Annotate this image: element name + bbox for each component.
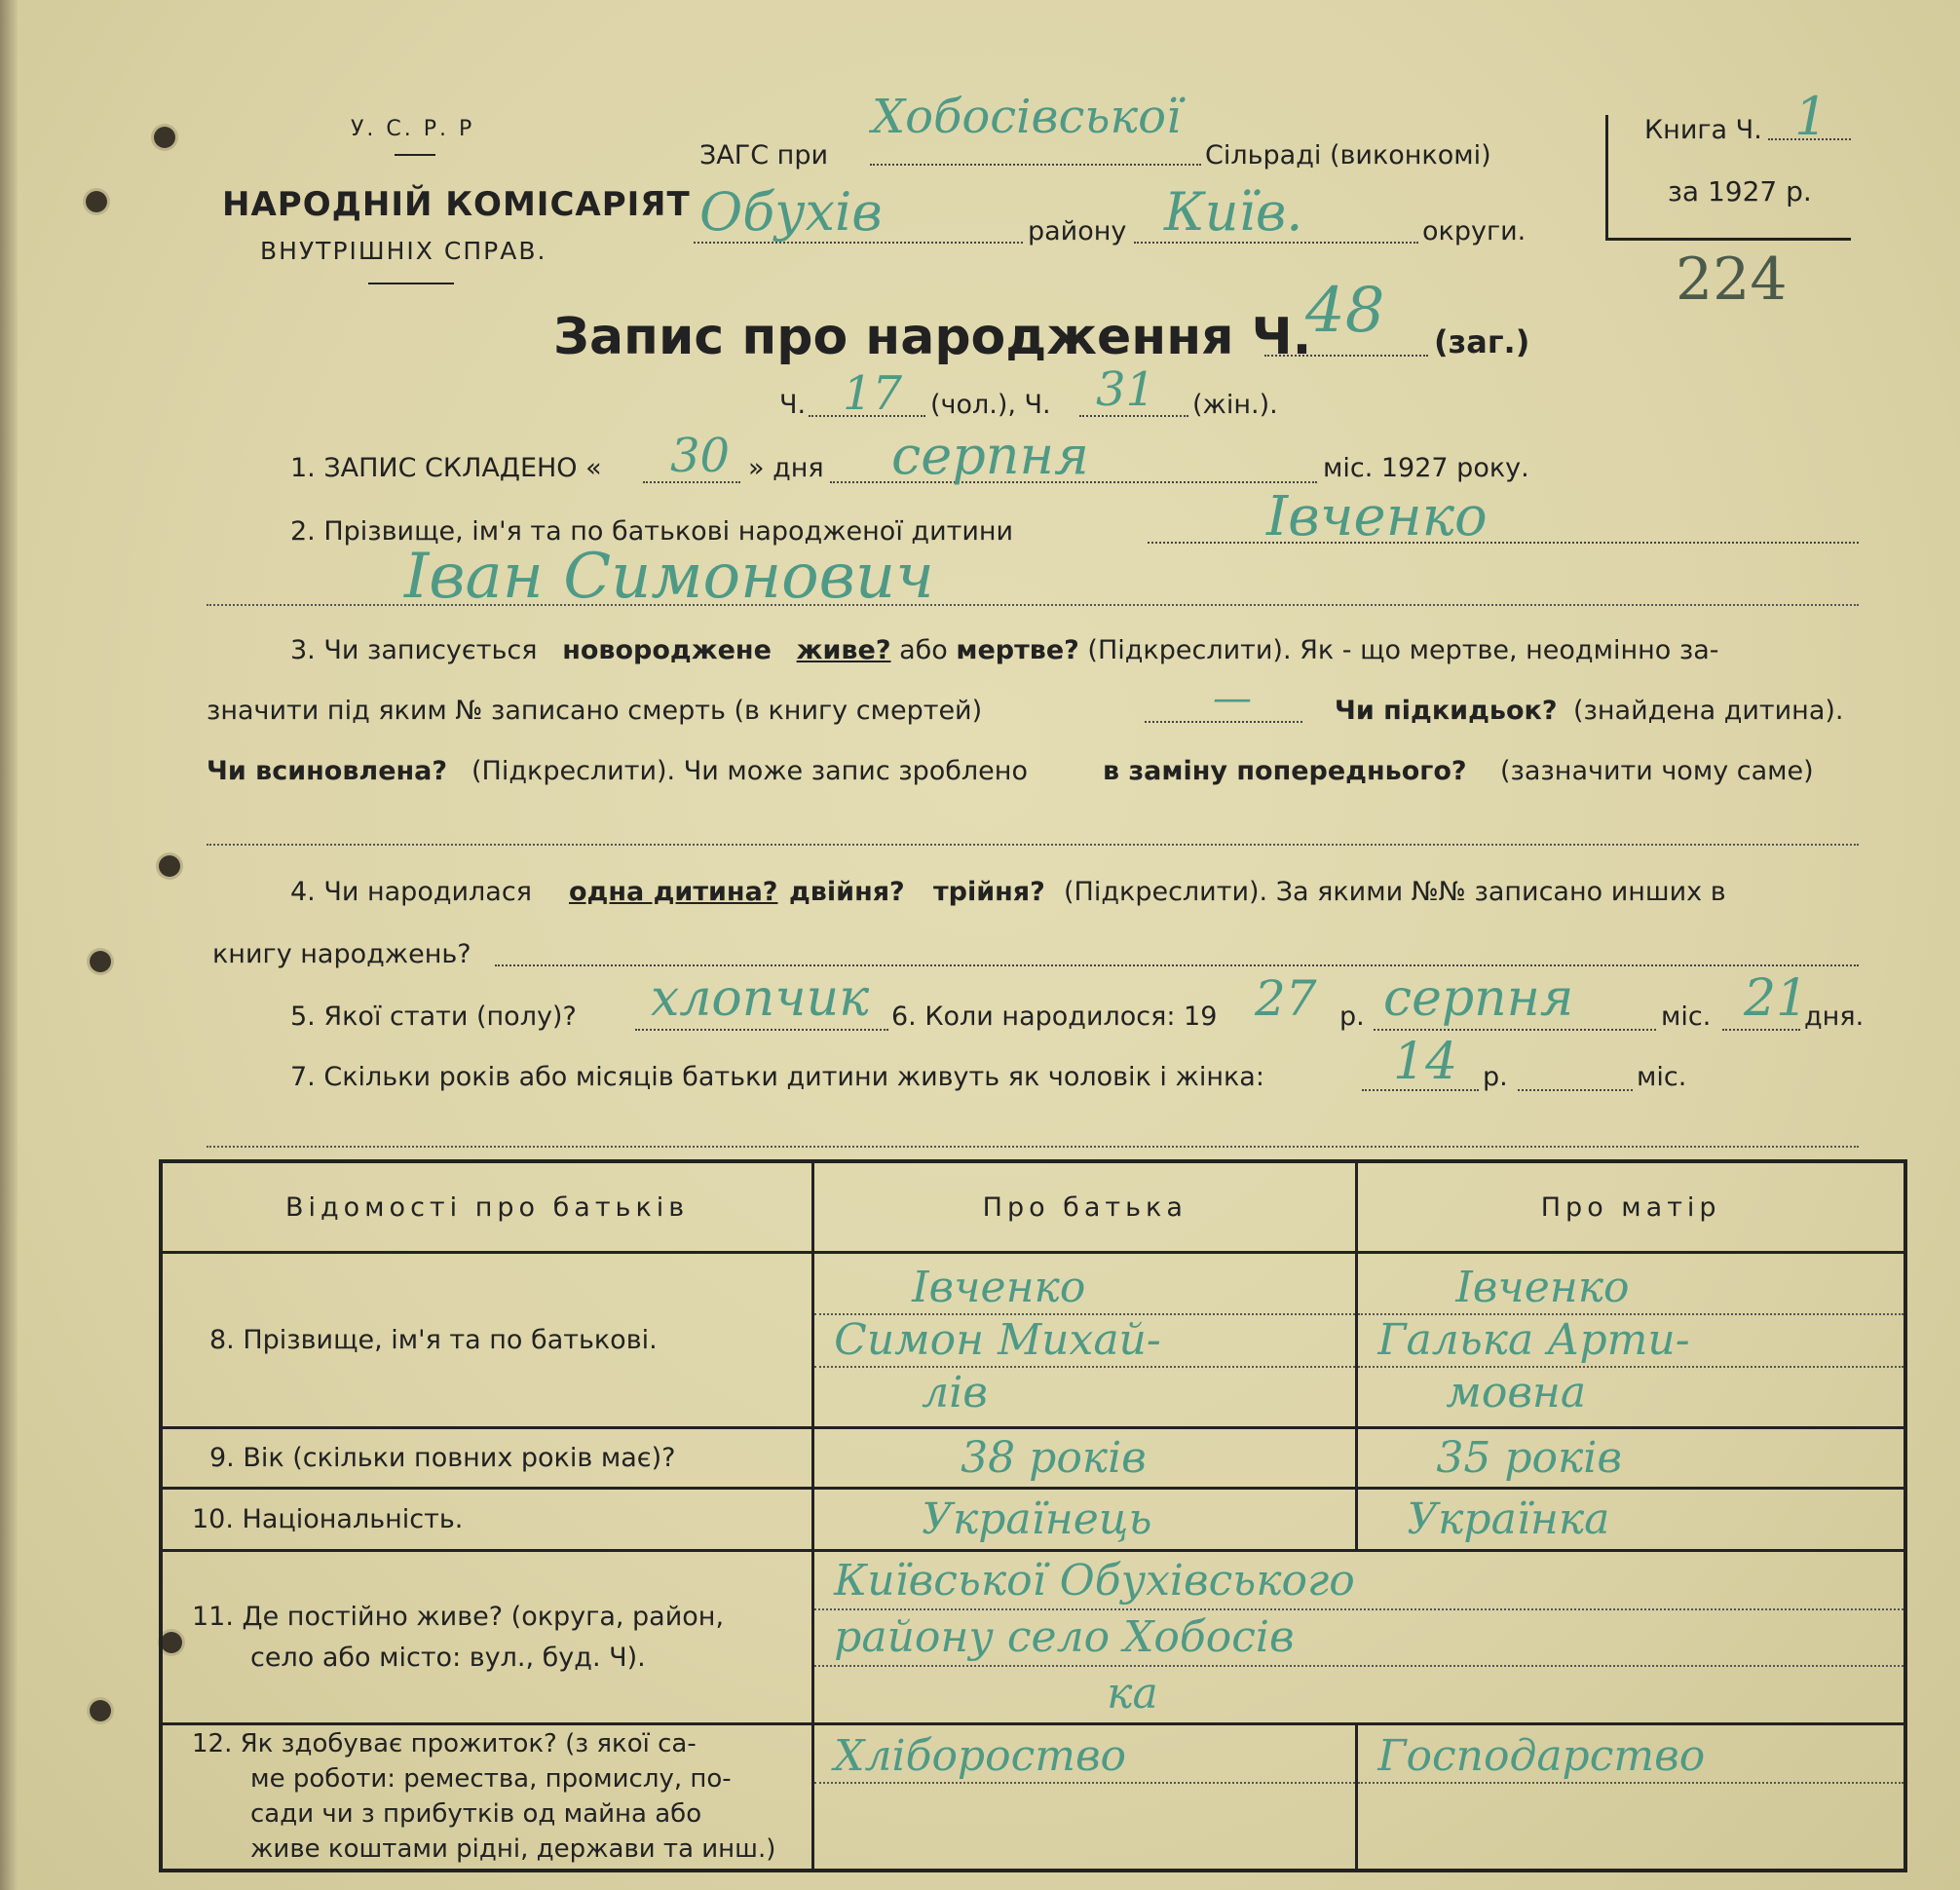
- years-together-handwritten: 14: [1393, 1033, 1458, 1091]
- mother-occupation-cell: Господарство: [1357, 1724, 1905, 1871]
- birth-year-handwritten: 27: [1255, 970, 1317, 1027]
- item7-month-label: міс.: [1637, 1062, 1687, 1092]
- row-label: 8. Прізвище, ім'я та по батькові.: [161, 1253, 813, 1428]
- record-number-handwritten: 48: [1305, 275, 1385, 347]
- column-header: Про матір: [1357, 1161, 1905, 1253]
- table-row: [161, 1551, 1905, 1724]
- punch-hole: [90, 1700, 111, 1721]
- sub-ch-label: Ч.: [779, 390, 807, 420]
- adopted-question: Чи всиновлена?: [207, 756, 448, 786]
- village-handwritten: Хобосівської: [872, 90, 1182, 144]
- item5-text: 5. Якої стати (полу)?: [290, 1002, 577, 1032]
- child-name-handwritten: Іван Симонович: [404, 541, 934, 613]
- column-header: Про батька: [813, 1161, 1357, 1253]
- table-row: [161, 1253, 1905, 1428]
- dotted-line: [870, 164, 1201, 166]
- item6-day-label: дня.: [1804, 1002, 1865, 1032]
- day-handwritten: 30: [670, 429, 731, 483]
- punch-hole: [90, 951, 111, 972]
- dotted-line: [1518, 1089, 1633, 1091]
- row-label: 12. Як здобуває прожиток? (з якої са- ме роботи: ремества, промислу, по- сади чи з прибутків од майна або живе коштами рідні, держави та инш.): [161, 1724, 813, 1871]
- book-year: за 1927 р.: [1668, 175, 1812, 208]
- book-box-bottom: [1605, 238, 1851, 241]
- item3-line2: значити під яким № записано смерть (в книгу смертей): [207, 696, 983, 726]
- death-number-handwritten: —: [1213, 676, 1252, 721]
- punch-hole: [159, 855, 180, 877]
- mother-name-cell: Івченко Галька Арти- мовна: [1357, 1253, 1905, 1428]
- replacement-note: (зазначити чому саме): [1500, 756, 1814, 786]
- month-handwritten: серпня: [891, 425, 1089, 486]
- row-label: 9. Вік (скільки повних років має)?: [161, 1428, 813, 1489]
- parents-table: [159, 1159, 1907, 1872]
- mother-age-cell: 35 років: [1357, 1428, 1905, 1489]
- sheet-number-handwritten: 224: [1676, 246, 1788, 314]
- row-label: 10. Національність.: [161, 1489, 813, 1551]
- column-header: Відомості про батьків: [161, 1161, 813, 1253]
- female-number-handwritten: 31: [1096, 362, 1156, 417]
- item7-year-label: р.: [1483, 1062, 1508, 1092]
- record-suffix: (заг.): [1434, 323, 1530, 360]
- item6-year-label: р.: [1339, 1002, 1365, 1032]
- item1-year-label: міс. 1927 року.: [1323, 453, 1529, 483]
- item3-line1: 3. Чи записується новороджене живе? або мертве? (Підкреслити). Як - що мертве, неодмінно за-: [290, 635, 1719, 665]
- divider: [395, 154, 435, 156]
- book-label: Книга Ч.: [1644, 115, 1762, 145]
- item6-month-label: міс.: [1661, 1002, 1712, 1032]
- department-title: ВНУТРІШНІХ СПРАВ.: [260, 237, 547, 265]
- punch-hole: [154, 127, 175, 148]
- option-twins: двійня?: [789, 877, 905, 907]
- male-number-handwritten: 17: [843, 366, 903, 421]
- dotted-line: [1722, 1029, 1800, 1031]
- punch-hole: [86, 191, 107, 212]
- item2-text: 2. Прізвище, ім'я та по батькові народженої дитини: [290, 516, 1014, 547]
- record-title: Запис про народження Ч.: [553, 308, 1312, 366]
- council-label: Сільраді (виконкомі): [1205, 140, 1491, 170]
- dotted-line: [1264, 355, 1428, 357]
- row-label: 11. Де постійно живе? (округа, район, село або місто: вул., буд. Ч).: [161, 1551, 813, 1724]
- item4-note: (Підкреслити). За якими №№ записано инших в: [1064, 877, 1726, 907]
- table-header-row: [161, 1161, 1905, 1253]
- district-handwritten: Обухів: [699, 181, 883, 243]
- dotted-line: [1148, 542, 1859, 544]
- divider: [368, 283, 454, 284]
- district-label: району: [1028, 216, 1127, 246]
- dotted-line: [1145, 721, 1302, 723]
- okruha-label: округи.: [1422, 216, 1527, 246]
- item4-line2: книгу народжень?: [212, 939, 471, 969]
- item3-line3: (Підкреслити). Чи може запис зроблено: [471, 756, 1028, 786]
- replacement-question: в заміну попереднього?: [1103, 756, 1467, 786]
- father-name-cell: Івченко Симон Михай- лів: [813, 1253, 1357, 1428]
- female-label: (жін.).: [1192, 390, 1278, 420]
- residence-cell: Київської Обухівського району село Хобосів ка: [813, 1551, 1905, 1724]
- dotted-line: [1374, 1029, 1656, 1031]
- foundling-note: (знайдена дитина).: [1573, 696, 1844, 726]
- item1-day-label: » дня: [748, 453, 824, 483]
- option-single: одна дитина?: [569, 877, 778, 907]
- dotted-line: [495, 964, 1859, 966]
- table-row: [161, 1724, 1905, 1871]
- item7-text: 7. Скільки років або місяців батьки дитини живуть як чоловік і жінка:: [290, 1062, 1264, 1092]
- table-row: [161, 1428, 1905, 1489]
- birth-month-handwritten: серпня: [1383, 969, 1574, 1028]
- father-age-cell: 38 років: [813, 1428, 1357, 1489]
- foundling-question: Чи підкидьок?: [1335, 696, 1558, 726]
- sex-handwritten: хлопчик: [651, 969, 870, 1028]
- dotted-line: [207, 1146, 1859, 1148]
- book-box-left: [1605, 115, 1608, 240]
- book-number-handwritten: 1: [1794, 86, 1828, 147]
- mother-nationality-cell: Українка: [1357, 1489, 1905, 1551]
- republic-label: У. С. Р. Р: [351, 117, 475, 141]
- dotted-line: [635, 1029, 888, 1031]
- item1-text: 1. ЗАПИС СКЛАДЕНО «: [290, 453, 602, 483]
- option-alive: живе?: [796, 635, 891, 665]
- table-row: [161, 1489, 1905, 1551]
- father-occupation-cell: Хлібороство: [813, 1724, 1357, 1871]
- zags-label: ЗАГС при: [699, 140, 829, 170]
- child-surname-handwritten: Івченко: [1266, 485, 1488, 548]
- father-nationality-cell: Українець: [813, 1489, 1357, 1551]
- male-label: (чол.), Ч.: [930, 390, 1051, 420]
- option-triplets: трійня?: [933, 877, 1045, 907]
- item6-text: 6. Коли народилося: 19: [891, 1002, 1218, 1032]
- commissariat-title: НАРОДНІЙ КОМІСАРІЯТ: [222, 185, 691, 224]
- item4-text: 4. Чи народилася: [290, 877, 532, 907]
- okruha-handwritten: Київ.: [1164, 181, 1303, 243]
- dotted-line: [207, 844, 1859, 846]
- birth-day-handwritten: 21: [1744, 969, 1809, 1028]
- page-edge: [0, 0, 18, 1890]
